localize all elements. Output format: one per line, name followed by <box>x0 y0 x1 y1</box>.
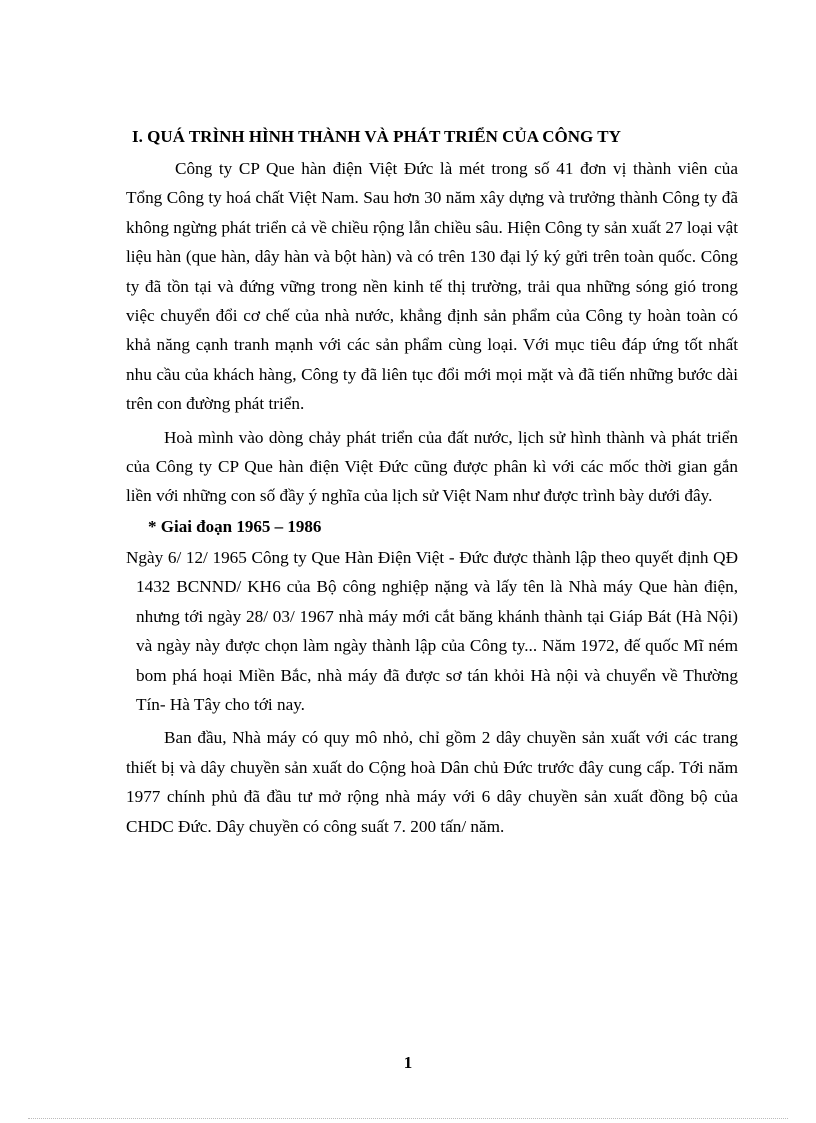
page-bottom-rule <box>28 1118 788 1119</box>
page-content <box>126 124 738 841</box>
page-number: 1 <box>403 1053 413 1072</box>
paragraph-company-intro: Công ty CP Que hàn điện Việt Đức là mét trong số 41 đơn vị thành viên của Tổng Công ty hoá chất Việt Nam. Sau hơn 30 năm xây dựng và trưởng thành Công ty đã không ngừng phát triển cả về chiều rộng lẫn chiều sâu. Hiện Công ty sản xuất 27 loại vật liệu hàn (que hàn, dây hàn và bột hàn) và có trên 130 đại lý ký gửi trên toàn quốc. Công ty đã tồn tại và đứng vững trong nền kinh tế thị trường, trải qua những sóng gió trong việc chuyển đổi cơ chế của nhà nước, khẳng định sản phẩm của Công ty hoàn toàn có khả năng cạnh tranh mạnh với các sản phẩm cùng loại. Với mục tiêu đáp ứng tốt nhất nhu cầu của khách hàng, Công ty đã liên tục đổi mới mọi mặt và đã tiến những bước dài trên con đường phát triển. <box>126 159 738 414</box>
paragraph-history-overview: Hoà mình vào dòng chảy phát triển của đất nước, lịch sử hình thành và phát triển của Công ty CP Que hàn điện Việt Đức cũng được phân kì với các mốc thời gian gắn liền với những con số đầy ý nghĩa của lịch sử Việt Nam như được trình bày dưới đây. <box>126 427 738 506</box>
paragraph-founding: Ngày 6/ 12/ 1965 Công ty Que Hàn Điện Việt - Đức được thành lập theo quyết định QĐ 1432 BCNND/ KH6 của Bộ công nghiệp nặng và lấy tên là Nhà máy Que hàn điện, nhưng tới ngày 28/ 03/ 1967 nhà máy mới cắt băng khánh thành tại Giáp Bát (Hà Nội) và ngày này được chọn làm ngày thành lập của Công ty... Năm 1972, đế quốc Mĩ ném bom phá hoại Miền Bắc, nhà máy đã được sơ tán khỏi Hà nội và chuyển về Thường Tín- Hà Tây cho tới nay. <box>126 547 738 714</box>
section-heading: I. QUÁ TRÌNH HÌNH THÀNH VÀ PHÁT TRIỂN CỦA CÔNG TY <box>132 127 621 146</box>
period-subheading: * Giai đoạn 1965 – 1986 <box>148 516 322 536</box>
paragraph-early-operations: Ban đầu, Nhà máy có quy mô nhỏ, chỉ gồm 2 dây chuyền sản xuất với các trang thiết bị và dây chuyền sản xuất do Cộng hoà Dân chủ Đức trước đây cung cấp. Tới năm 1977 chính phủ đã đầu tư mở rộng nhà máy với 6 dây chuyền sản xuất đồng bộ của CHDC Đức. Dây chuyền có công suất 7. 200 tấn/ năm. <box>126 728 738 836</box>
